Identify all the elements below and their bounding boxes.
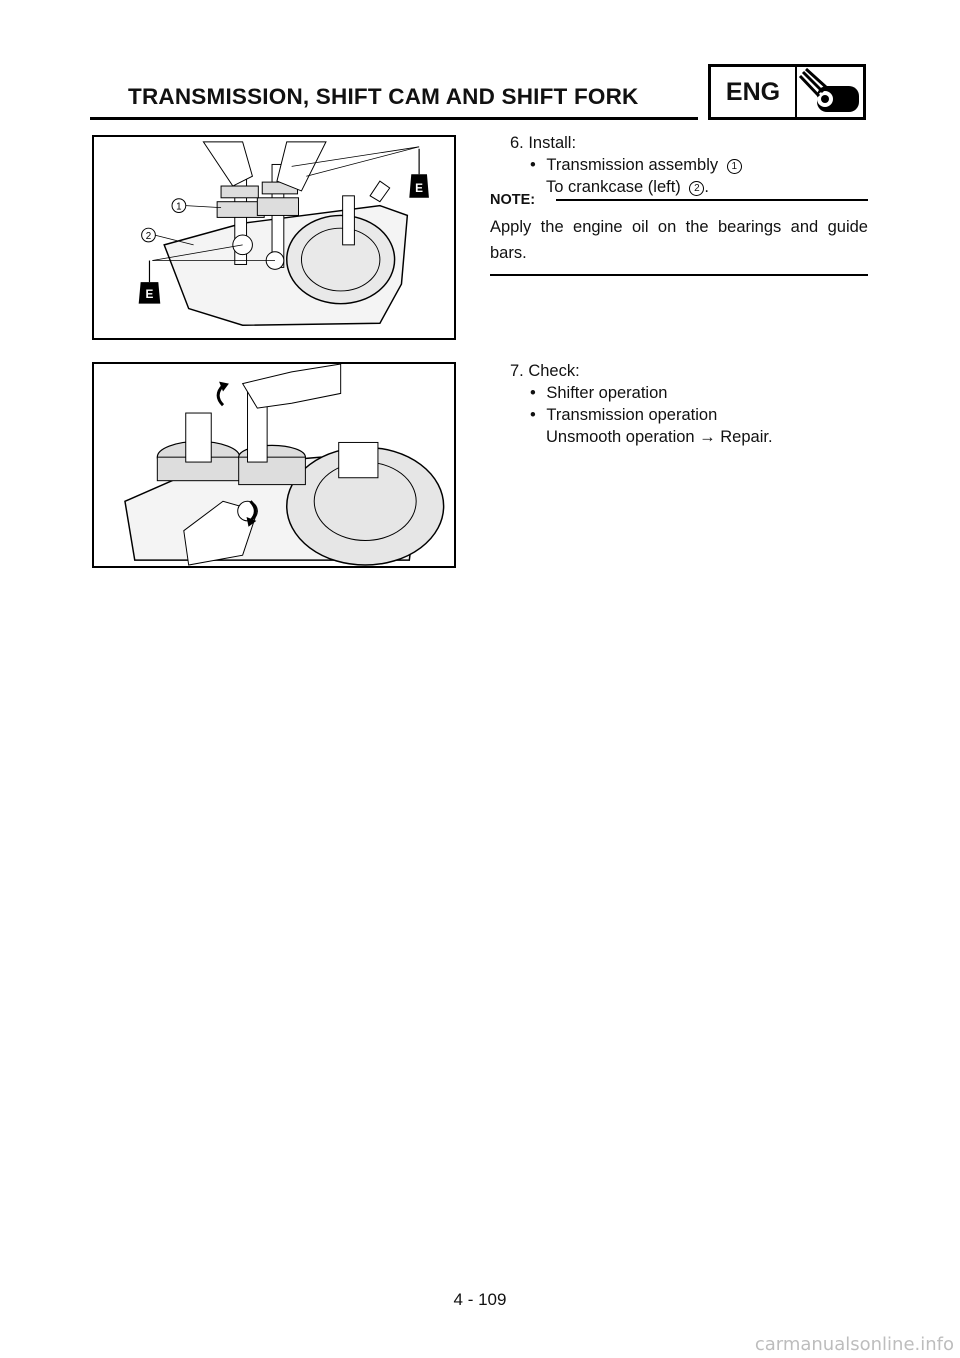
note-label: NOTE: — [490, 192, 536, 208]
shifter-check-illustration — [92, 362, 456, 568]
callout-2: 2 — [145, 230, 152, 242]
step-7-item-text: Shifter operation — [546, 384, 668, 402]
header-rule — [90, 117, 698, 120]
step-6-item — [530, 154, 742, 176]
page-title: TRANSMISSION, SHIFT CAM AND SHIFT FORK — [128, 84, 639, 109]
section-badge — [708, 64, 866, 120]
transmission-install-illustration — [92, 135, 456, 340]
page-number: 4 - 109 — [453, 1290, 507, 1309]
svg-text:E: E — [145, 287, 154, 301]
note-body: Apply the engine oil on the bearings and guide bars. — [490, 218, 868, 262]
step-6-heading: 6. Install: — [510, 134, 577, 152]
step-6-item-text: Transmission assembly — [546, 156, 719, 174]
step-7-item-text: Transmission operation — [546, 406, 718, 424]
step-6-sub-text: To crankcase (left) — [546, 178, 681, 196]
step-6-sub: To crankcase (left) 2 . — [546, 178, 709, 196]
bullet: • — [530, 384, 536, 402]
bullet: • — [530, 156, 536, 174]
callout-2-ref: 2 — [689, 181, 704, 196]
engine-wrench-icon — [797, 67, 863, 117]
step-7-item — [530, 404, 717, 426]
step-7-item — [530, 382, 667, 404]
rotate-arrow-icon — [218, 382, 229, 406]
step-7-result: Unsmooth operation → Repair. — [546, 428, 773, 446]
note-rule-top — [556, 199, 868, 201]
engine-oil-icon — [139, 261, 161, 304]
engine-oil-icon — [409, 149, 429, 198]
note-rule-bottom — [490, 274, 868, 276]
callout-1-ref: 1 — [727, 159, 742, 174]
step-7-heading: 7. Check: — [510, 362, 580, 380]
watermark: carmanualsonline.info — [754, 1334, 954, 1355]
svg-text:E: E — [415, 181, 424, 195]
callout-1: 1 — [176, 201, 182, 213]
bullet: • — [530, 406, 536, 424]
section-label: ENG — [711, 67, 797, 117]
